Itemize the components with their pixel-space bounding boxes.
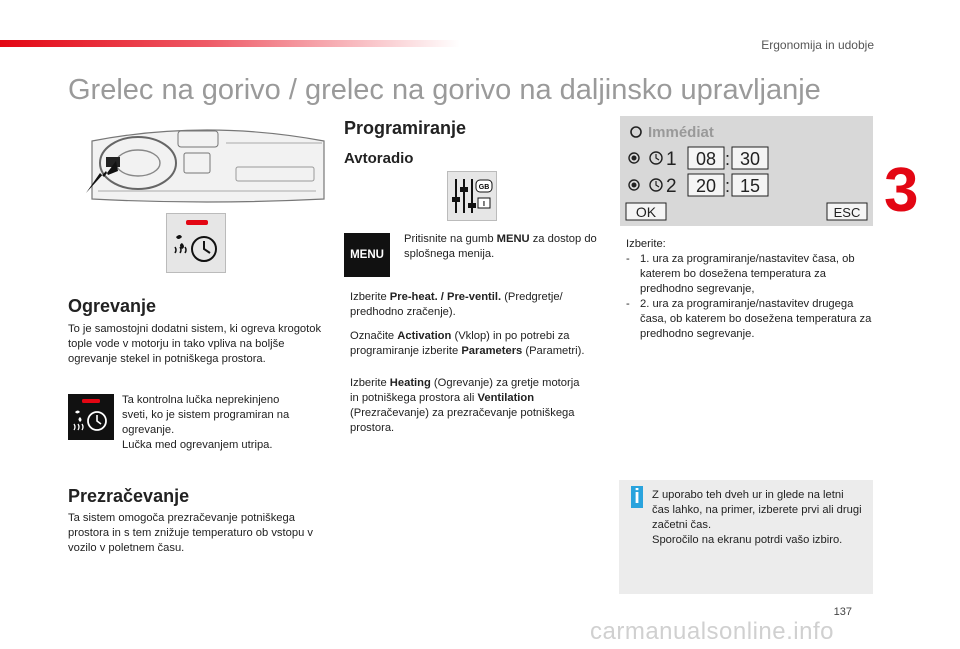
- indicator-text-blink: Lučka med ogrevanjem utripa.: [122, 439, 273, 451]
- list-dash: -: [626, 253, 630, 265]
- svg-text:OK: OK: [635, 204, 657, 220]
- svg-text:08: 08: [695, 149, 717, 169]
- list-dash: -: [626, 298, 630, 310]
- avtoradio-subheading: Avtoradio: [344, 150, 414, 167]
- select-item-1: 1. ura za programiranje/nastavitev časa, ob katerem bo dosežena temperatura za predhodno segrevanje,: [640, 253, 855, 295]
- select-lead: Izberite:: [626, 238, 666, 250]
- svg-text:GB: GB: [478, 184, 490, 191]
- watermark: carmanualsonline.info: [590, 618, 834, 645]
- ogrevanje-body: To je samostojni dodatni sistem, ki ogreva krogotok tople vode v motorju in tako vpliva na boljše ogrevanje stekel in potniškega prostora.: [68, 323, 322, 365]
- ogrevanje-heading: Ogrevanje: [68, 296, 157, 316]
- svg-text:20: 20: [695, 176, 717, 196]
- immediate-label: Immédiat: [648, 124, 714, 141]
- settings-sliders-icon: [447, 171, 497, 221]
- timer2-number: 2: [666, 176, 677, 197]
- header-accent-bar: [0, 40, 460, 47]
- indicator-description: [122, 393, 308, 453]
- heater-indicator-icon: [166, 213, 226, 273]
- info-note-text-2: Sporočilo na ekranu potrdi vašo izbiro.: [652, 534, 843, 546]
- programming-screen: [620, 116, 873, 226]
- info-note-text: [652, 488, 864, 548]
- indicator-text-steady: Ta kontrolna lučka neprekinjeno sveti, ko je sistem programiran na ogrevanje.: [122, 394, 290, 436]
- dashboard-illustration: [86, 123, 330, 205]
- select-item-2: 2. ura za programiranje/nastavitev drugega časa, ob katerem bo dosežena temperatura za predhodno segrevanje.: [640, 298, 872, 340]
- chapter-number: 3: [884, 156, 919, 225]
- time-colon: :: [725, 176, 731, 196]
- info-icon: i: [631, 486, 643, 508]
- svg-text:30: 30: [739, 149, 761, 169]
- immediate-radio-icon[interactable]: [631, 127, 641, 137]
- info-note-text-1: Z uporabo teh dveh ur in glede na letni čas lahko, na primer, izberete prvi ali drugi začetni čas.: [652, 489, 862, 531]
- prezracevanje-heading: Prezračevanje: [68, 486, 190, 506]
- step-4: Izberite Heating (Ogrevanje) za gretje motorja in potniškega prostora ali Ventilation (Prezračevanje) za prezračevanje potniškega prostora.: [350, 377, 580, 434]
- page-title: Grelec na gorivo / grelec na gorivo na daljinsko upravljanje: [68, 74, 821, 106]
- step-2: Izberite Pre-heat. / Pre-ventil. (Predgretje/ predhodno zračenje).: [350, 291, 563, 318]
- menu-button[interactable]: MENU: [344, 233, 390, 277]
- prezracevanje-body: Ta sistem omogoča prezračevanje potniškega prostora in s tem znižuje temperaturo ob vstopu v vozilo v poletnem času.: [68, 512, 313, 554]
- svg-text:15: 15: [739, 176, 761, 196]
- timer1-number: 1: [666, 149, 677, 170]
- step-1: Pritisnite na gumb MENU za dostop do splošnega menija.: [404, 233, 597, 260]
- select-description: [620, 237, 876, 342]
- heater-warning-light-icon: [68, 394, 114, 440]
- time-colon: :: [725, 149, 731, 169]
- step-3: Označite Activation (Vklop) in po potrebi za programiranje izberite Parameters (Parametri).: [350, 330, 585, 357]
- programiranje-heading: Programiranje: [344, 118, 467, 138]
- svg-text:I: I: [483, 201, 485, 208]
- section-label: Ergonomija in udobje: [761, 38, 874, 52]
- svg-text:ESC: ESC: [833, 205, 861, 220]
- page-number: 137: [833, 606, 852, 618]
